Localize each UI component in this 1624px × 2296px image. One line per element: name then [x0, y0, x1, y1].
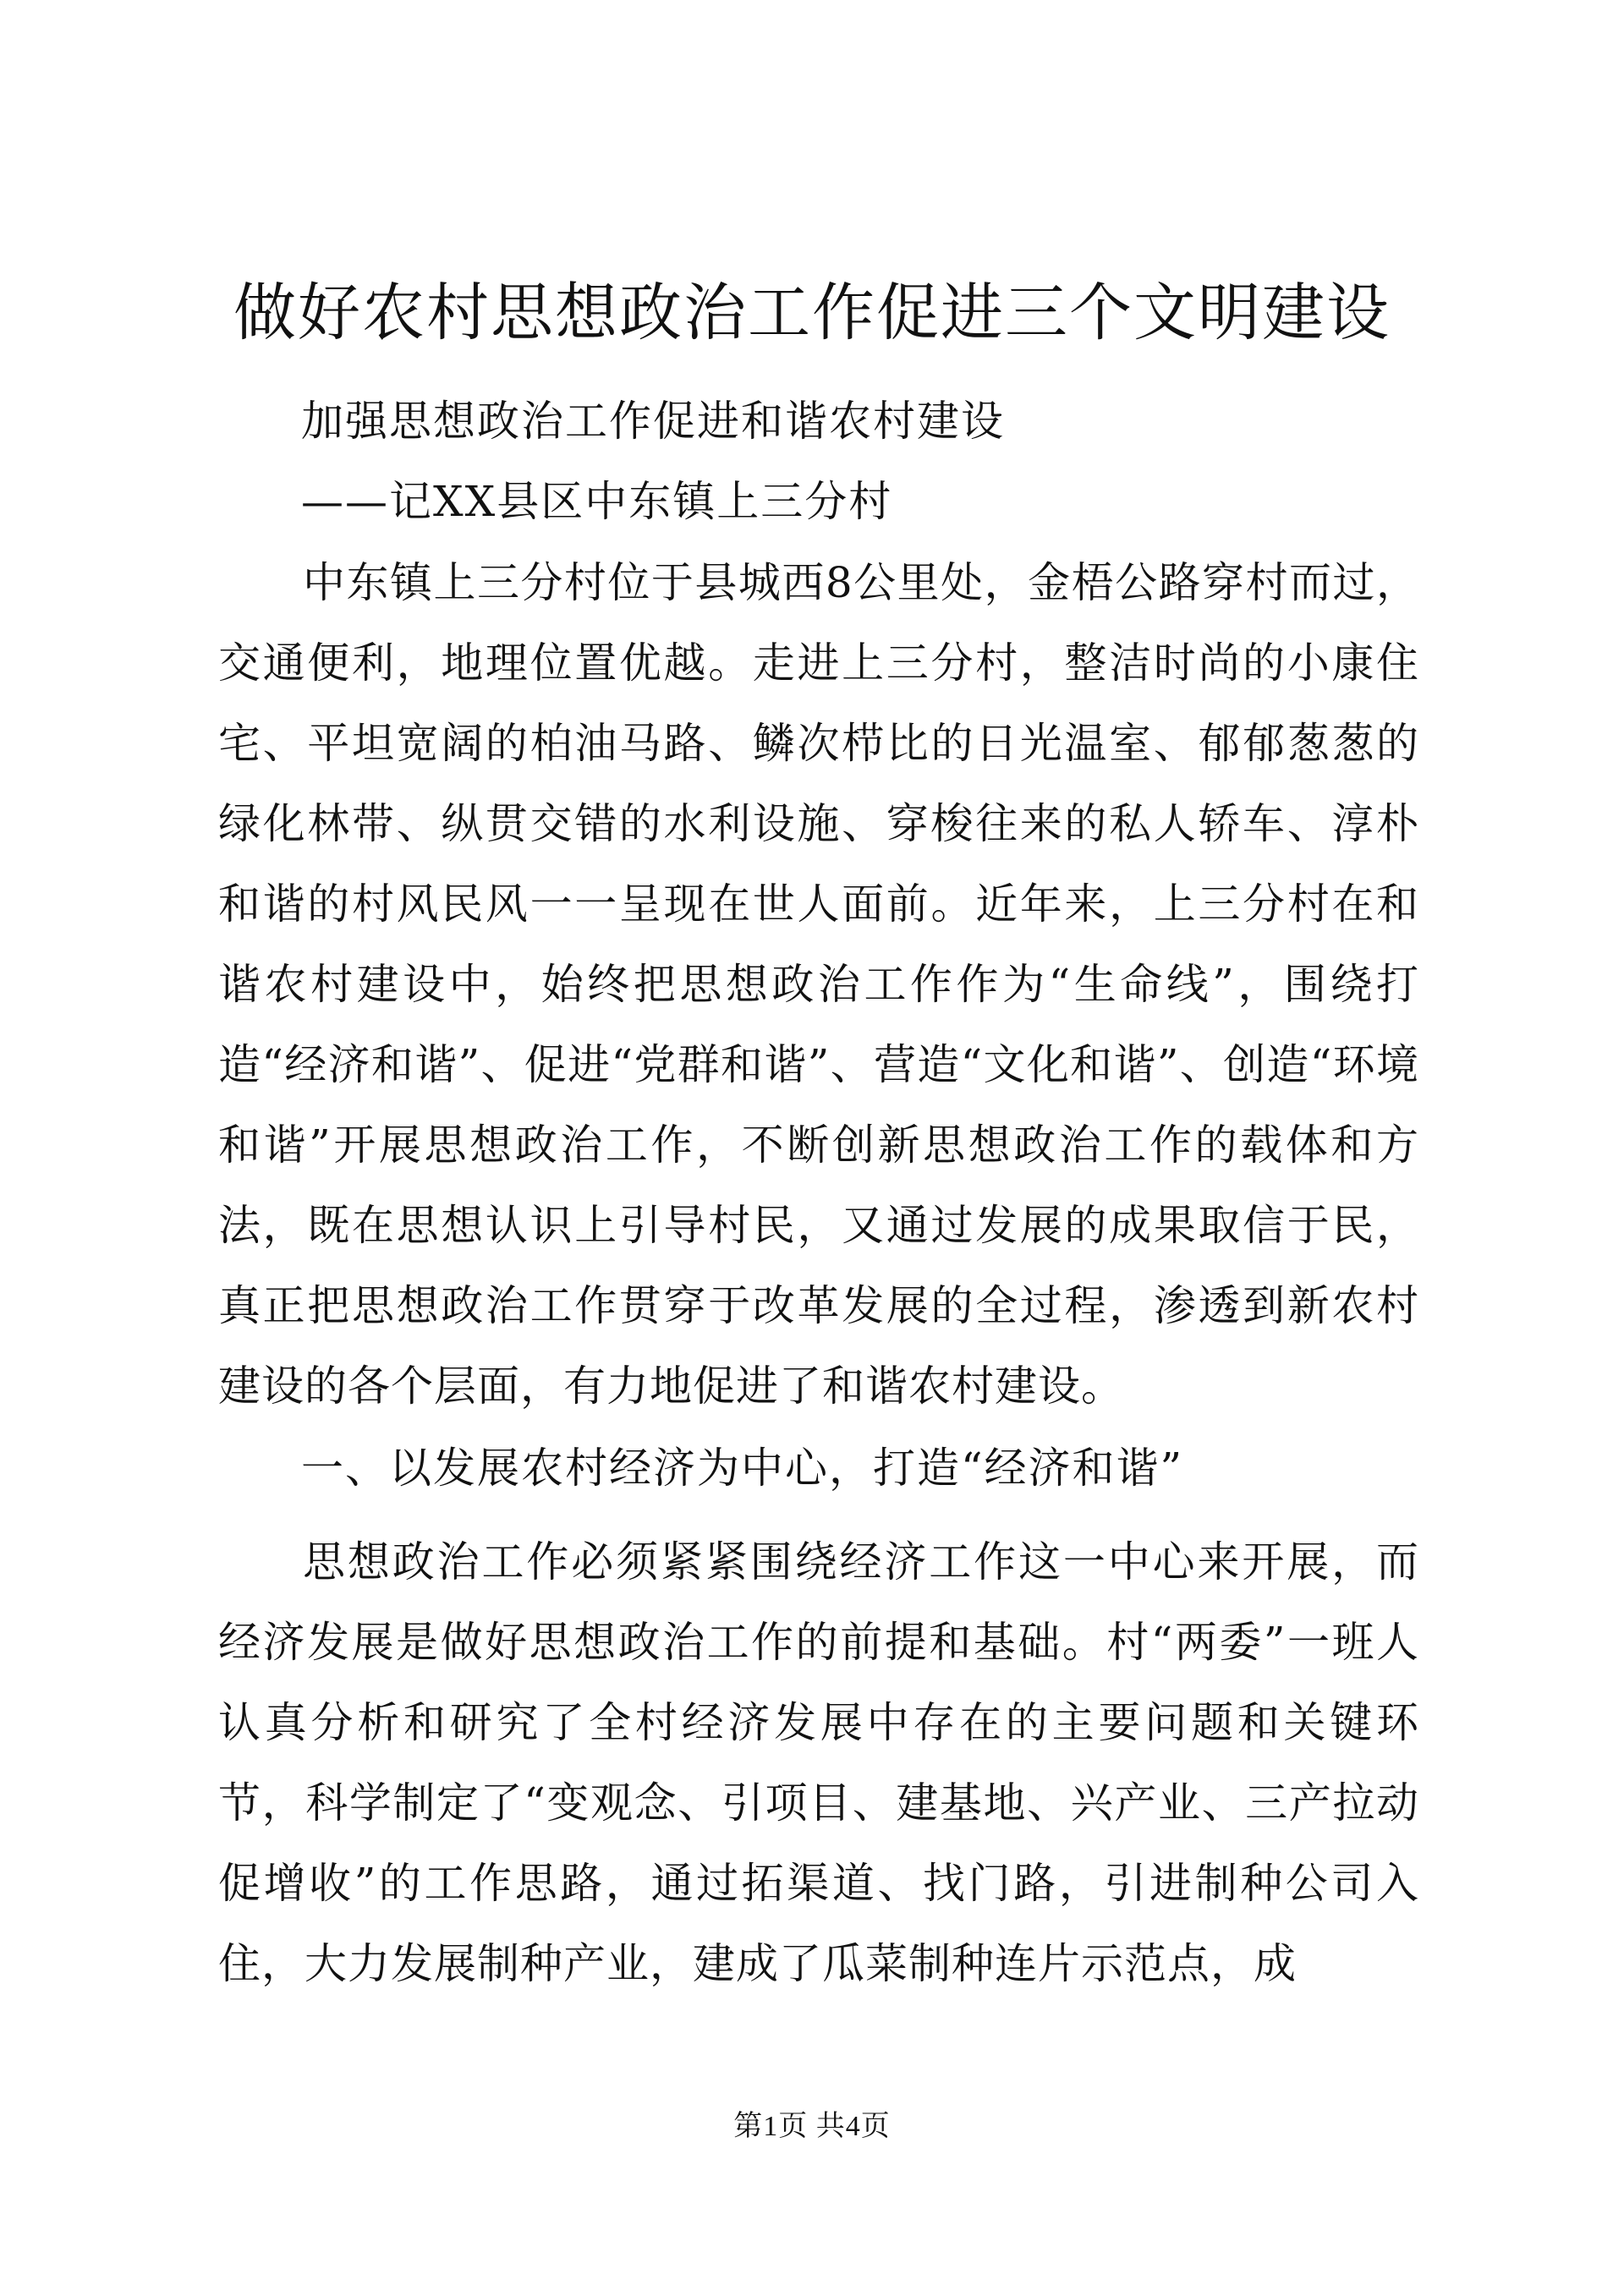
page-footer: 第1页 共4页 — [733, 2111, 891, 2142]
document-title: 做好农村思想政治工作促进三个文明建设 — [233, 277, 1391, 349]
body-paragraph-2: 思想政治工作必须紧紧围绕经济工作这一中心来开展，而经济发展是做好思想政治工作的前提和基础。村“两委”一班人认真分析和研究了全村经济发展中存在的主要问题和关键环节，科学制定了“变观念、引项目、建基地、兴产业、三产拉动促增收”的工作思路，通过拓渠道、找门路，引进制种公司入住，大力发展制种产业，建成了瓜菜制种连片示范点，成 — [218, 1537, 1419, 1988]
subtitle-line-1: 加强思想政治工作促进和谐农村建设 — [301, 397, 1005, 446]
subtitle-line-2: ——记XX县区中东镇上三分村 — [301, 477, 893, 526]
body-paragraph-1: 中东镇上三分村位于县城西8公里处，金梧公路穿村而过，交通便利，地理位置优越。走进上三分村，整洁时尚的小康住宅、平坦宽阔的柏油马路、鳞次栉比的日光温室、郁郁葱葱的绿化林带、纵贯交错的水利设施、穿梭往来的私人轿车、淳朴和谐的村风民风一一呈现在世人面前。近年来，上三分村在和谐农村建设中，始终把思想政治工作作为“生命线”，围绕打造“经济和谐”、促进“党群和谐”、营造“文化和谐”、创造“环境和谐”开展思想政治工作，不断创新思想政治工作的载体和方法，既在思想认识上引导村民，又通过发展的成果取信于民，真正把思想政治工作贯穿于改革发展的全过程，渗透到新农村建设的各个层面，有力地促进了和谐农村建设。 — [218, 558, 1419, 1411]
section-heading-1: 一、以发展农村经济为中心，打造“经济和谐” — [301, 1444, 1184, 1493]
